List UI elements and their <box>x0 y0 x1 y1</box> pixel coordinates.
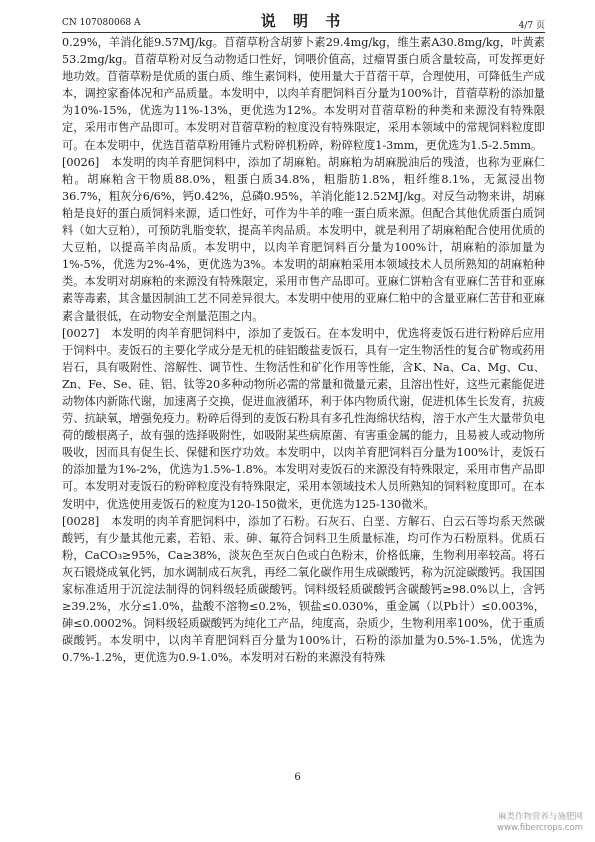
watermark <box>497 812 583 834</box>
paragraph-continued: 0.29%，羊消化能9.57MJ/kg。苜蓿草粉含胡萝卜素29.4mg/kg，维生素A30.8mg/kg，叶黄素53.2mg/kg。苜蓿草粉对反刍动物适口性好，饲喂价值高，过瘤胃蛋白质含量较高，可发挥更好地功效。苜蓿草粉是优质的蛋白质、维生素饲料，使用量大于苜蓿干草，合理使用，可降低生产成本，调控家畜体况和产品质量。本发明中，以肉羊育肥饲料百分量为100%计，苜蓿草粉的添加量为10%-15%，优选为11%-13%，更优选为12%。本发明对苜蓿草粉的种类和来源没有特殊限定，采用市售产品即可。本发明对苜蓿草粉的粒度没有特殊限定，采用本领域中的常规饲料粒度即可。在本发明中，优选苜蓿草粉用锤片式粉碎机粉碎，粉碎粒度1-3mm，更优选为1.5-2.5mm。 <box>62 36 545 152</box>
paragraph-0027: [0027] 本发明的肉羊育肥饲料中，添加了麦饭石。在本发明中，优选将麦饭石进行粉碎后应用于饲料中。麦饭石的主要化学成分是无机的硅铝酸盐麦饭石，具有一定生物活性的复合矿物或药用岩石，具有吸附性、溶解性、调节性、生物活性和矿化作用等性能，含K、Na、Ca、Mg、Cu、Zn、Fe、Se、硅、铝、钛等20多种动物所必需的常量和微量元素，且溶出性好，这些元素能促进动物体内新陈代谢，加速离子交换，促进血液循环，利于体内物质代谢，促进机体生长发育，抗疲劳、抗缺氧，增强免疫力。粉碎后得到的麦饭石粉具有多孔性海绵状结构，溶于水产生大量带负电荷的酸根离子，故有强的选择吸附性，如吸附某些病原菌、有害重金属的能力，且易被人或动物所吸收，因而具有促生长、保健和医疗功效。本发明中，以肉羊育肥饲料百分量为100%计，麦饭石的添加量为1%-2%，优选为1.5%-1.8%。本发明对麦饭石的来源没有特殊限定，采用市售产品即可。本发明对麦饭石的粉碎粒度没有特殊限定，采用本领域技术人员所熟知的饲料粒度即可。在本发明中，优选使用麦饭石的粒度为120-150微米，更优选为125-130微米。 <box>62 326 545 511</box>
document-title: 说 明 书 <box>260 12 347 30</box>
publication-number: CN 107080068 A <box>62 18 141 28</box>
paragraph-0028: [0028] 本发明的肉羊育肥饲料中，添加了石粉。石灰石、白垩、方解石、白云石等均系天然碳酸钙，有少量其他元素，若铅、汞、砷、氟符合饲料卫生质量标准，均可作为石粉原料。优质石粉，CaCO₃≥95%，Ca≥38%，淡灰色至灰白色或白色粉末，价格低廉，生物利用率较高。将石灰石锻烧成氧化钙，加水调制成石灰乳，再经二氧化碳作用生成碳酸钙，称为沉淀碳酸钙。我国国家标准适用于沉淀法制得的饲料级轻质碳酸钙。饲料级轻质碳酸钙含碳酸钙≥98.0%以上，含钙≥39.2%，水分≤1.0%，盐酸不溶物≤0.2%，钡盐≤0.030%，重金属（以Pb计）≤0.003%，砷≤0.0002%。饲料级轻质碳酸钙为纯化工产品，纯度高，杂质少，生物利用率100%，优于重质碳酸钙。本发明中，以肉羊育肥饲料百分量为100%计，石粉的添加量为0.5%-1.5%，优选为0.7%-1.2%，更优选为0.9-1.0%。本发明对石粉的来源没有特殊 <box>62 514 545 665</box>
watermark-name: 麻类作物营养与施肥网 <box>497 812 583 822</box>
watermark-url: www.fibercrops.com <box>497 823 583 833</box>
page-number: 6 <box>294 772 301 783</box>
description-body <box>62 34 545 666</box>
page-ratio: 4/7 页 <box>518 21 545 31</box>
page-header <box>62 8 545 33</box>
paragraph-0026: [0026] 本发明的肉羊育肥饲料中，添加了胡麻粕。胡麻粕为胡麻脱油后的残渣，也称为亚麻仁粕。胡麻粕含干物质88.0%，粗蛋白质34.8%，粗脂肪1.8%，粗纤维8.1%，无氮浸出物36.7%，粗灰分6/6%，钙0.42%，总磷0.95%，羊消化能12.52MJ/kg。对反刍动物来讲，胡麻粕是良好的蛋白质饲料来源，适口性好，可作为牛羊的唯一蛋白质来源。但配合其他优质蛋白质饲料（如大豆粕），可预防乳脂变软，提高羊肉品质。本发明中，就是利用了胡麻粕配合使用优质的大豆粕，以提高羊肉品质。本发明中，以肉羊育肥饲料百分量为100%计，胡麻粕的添加量为1%-5%，优选为2%-4%，更优选为3%。本发明的胡麻粕采用本领域技术人员所熟知的胡麻粕种类。本发明对胡麻粕的来源没有特殊限定，采用市售产品即可。亚麻仁饼粕含有亚麻仁苦苷和亚麻素等毒素，其含量因制油工艺不同差异很大。本发明中使用的亚麻仁粕中的含量亚麻仁苦苷和亚麻素含量很低，在动物安全剂量范围之内。 <box>62 155 545 323</box>
